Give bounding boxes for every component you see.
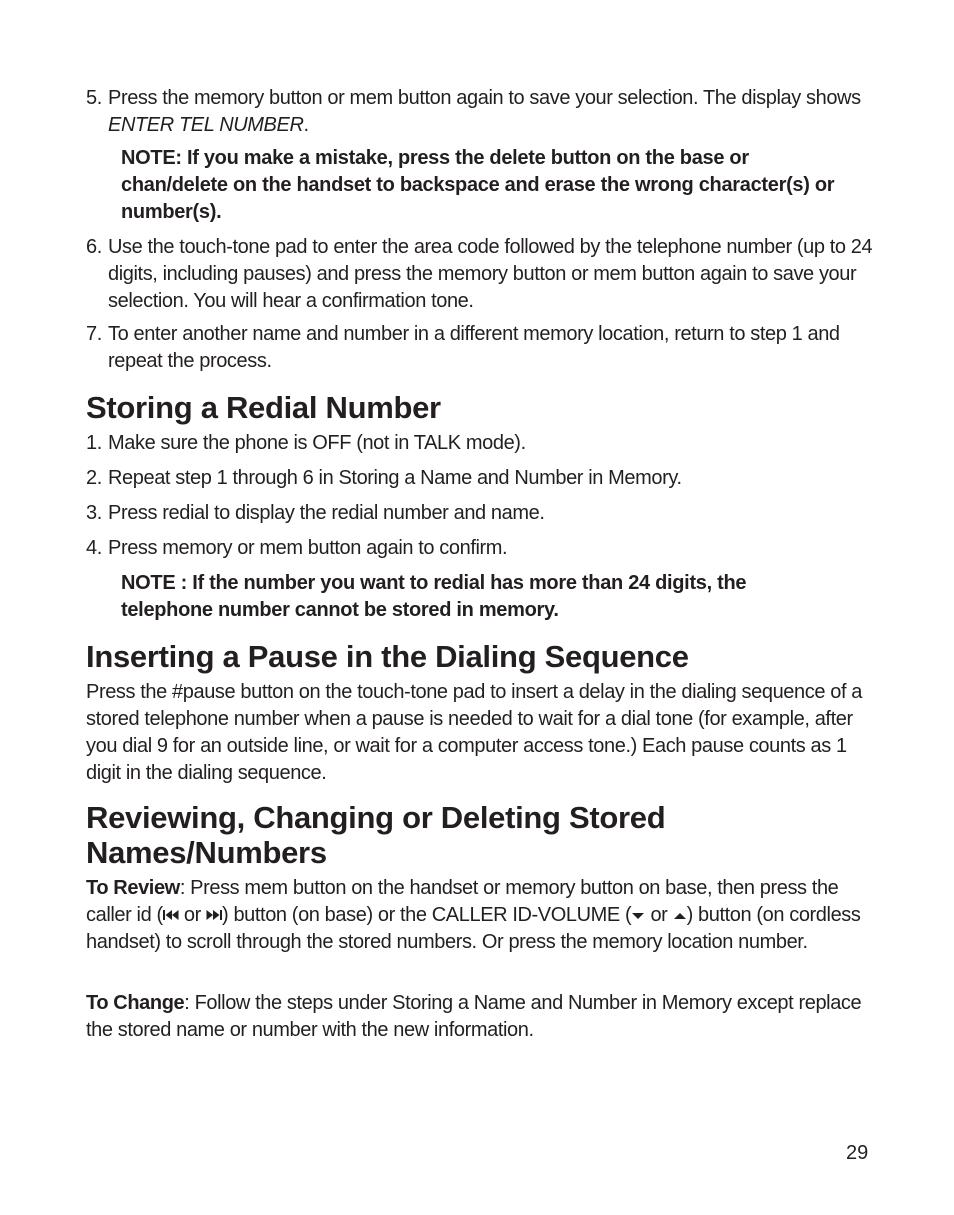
redial-step-1 [86,430,876,457]
step-number: 7. [86,323,102,345]
step-number: 4. [86,537,102,559]
heading-line-1: Reviewing, Changing or Deleting Stored [86,800,666,835]
note-redial-digits: NOTE : If the number you want to redial has more than 24 digits, the telephone number cannot be stored in memory. [121,572,747,621]
review-label: To Review [86,877,180,899]
skip-forward-icon [206,902,222,929]
step-number: 5. [86,87,102,109]
note-mistake: NOTE: If you make a mistake, press the delete button on the base or chan/delete on the handset to backspace and erase the wrong character(s) or number(s). [121,147,835,223]
page-number: 29 [846,1142,869,1164]
step-number: 3. [86,502,102,524]
heading-inserting-pause: Inserting a Pause in the Dialing Sequence [86,639,689,674]
redial-step-4 [86,535,876,562]
step-text: Make sure the phone is OFF (not in TALK mode). [108,432,526,454]
display-message: ENTER TEL NUMBER [108,114,304,136]
step-6 [86,234,876,315]
heading-reviewing [86,800,665,870]
step-7 [86,321,876,375]
step-number: 6. [86,236,102,258]
heading-line-2: Names/Numbers [86,835,327,870]
change-paragraph: To Change: Follow the steps under Storing a Name and Number in Memory except replace the stored name or number with the new information. [86,992,862,1041]
up-arrow-icon [673,902,687,929]
step-number: 1. [86,432,102,454]
skip-back-icon [163,902,179,929]
step-text: Repeat step 1 through 6 in Storing a Name and Number in Memory. [108,467,682,489]
redial-step-3 [86,500,876,527]
step-number: 2. [86,467,102,489]
heading-storing-redial: Storing a Redial Number [86,390,441,425]
step-text: Press redial to display the redial number and name. [108,502,545,524]
pause-paragraph: Press the #pause button on the touch-tone pad to insert a delay in the dialing sequence of a stored telephone number when a pause is needed to wait for a dial tone (for example, after you dial 9 for an outside line, or wait for a computer access tone.) Each pause counts as 1 digit in the dialing sequence. [86,681,862,784]
step-text: Press the memory button or mem button again to save your selection. The display shows ENTER TEL NUMBER. [108,87,861,136]
step-5 [86,85,876,139]
step-text: Press memory or mem button again to confirm. [108,537,508,559]
review-paragraph: To Review: Press mem button on the handset or memory button on base, then press the caller id ( or ) button (on base) or the CALLER ID-VOLUME ( or ) button (on cordless handset) to scroll through the stored numbers. Or press the memory location number. [86,877,861,954]
down-arrow-icon [631,902,645,929]
redial-step-2 [86,465,876,492]
step-text: To enter another name and number in a different memory location, return to step 1 and repeat the process. [108,323,840,372]
change-label: To Change [86,992,185,1014]
step-text: Use the touch-tone pad to enter the area code followed by the telephone number (up to 24 digits, including pauses) and press the memory button or mem button again to save your selection. You will hear a confirmation tone. [108,236,873,312]
